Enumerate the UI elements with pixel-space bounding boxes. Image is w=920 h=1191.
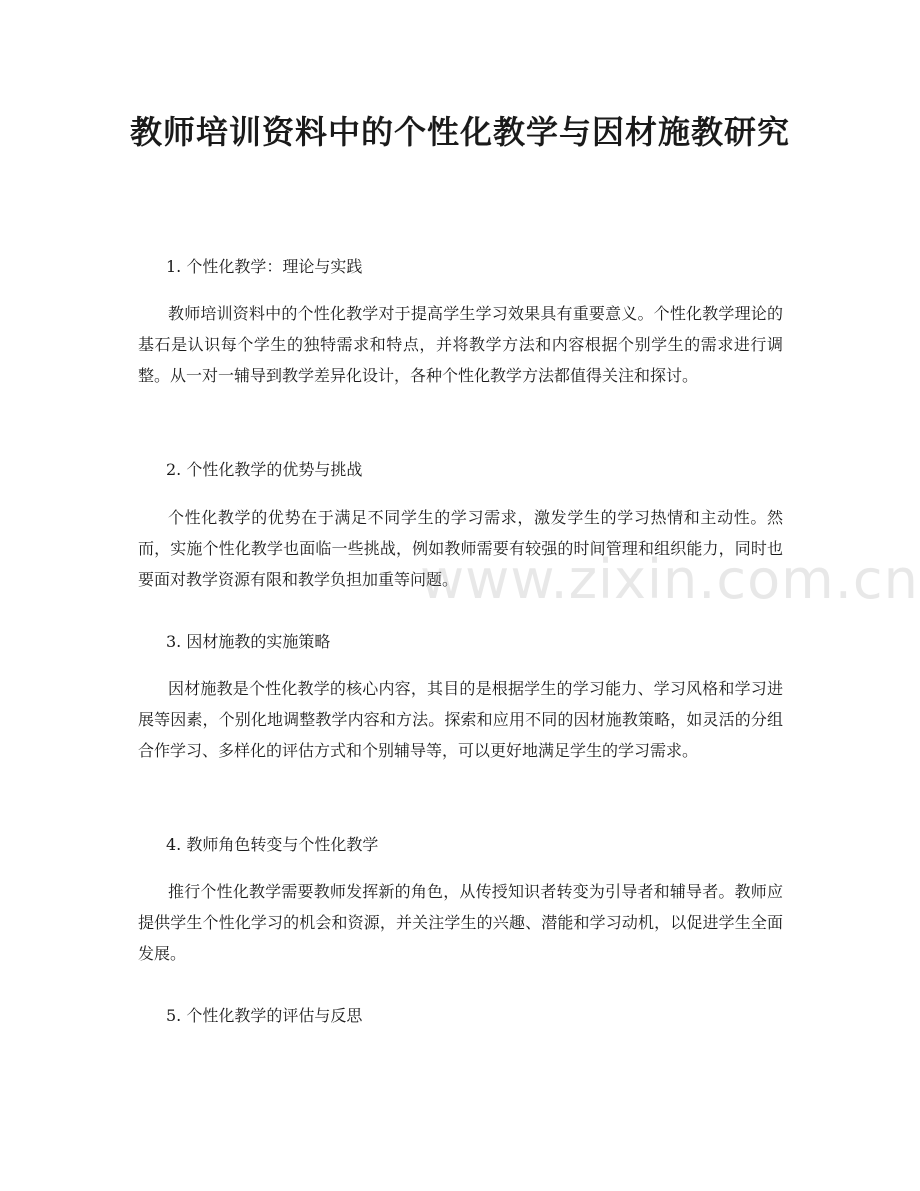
section-paragraph-2: 个性化教学的优势在于满足不同学生的学习需求，激发学生的学习热情和主动性。然而，实施个性化教学也面临一些挑战，例如教师需要有较强的时间管理和组织能力，同时也要面对教学资源有限和教学负担加重等问题。 (138, 508, 783, 589)
section-paragraph-1: 教师培训资料中的个性化教学对于提高学生学习效果具有重要意义。个性化教学理论的基石是认识每个学生的独特需求和特点，并将教学方法和内容根据个别学生的需求进行调整。从一对一辅导到教学差异化设计，各种个性化教学方法都值得关注和探讨。 (138, 304, 783, 385)
watermark: www.zixin.com.cn (420, 548, 919, 611)
section-heading-4: 4. 教师角色转变与个性化教学 (166, 835, 379, 854)
section-heading-3: 3. 因材施教的实施策略 (166, 632, 331, 651)
section-heading-5: 5. 个性化教学的评估与反思 (166, 1006, 363, 1025)
section-heading-2: 2. 个性化教学的优势与挑战 (166, 460, 363, 479)
section-heading-1: 1. 个性化教学：理论与实践 (166, 257, 363, 276)
section-paragraph-4: 推行个性化教学需要教师发挥新的角色，从传授知识者转变为引导者和辅导者。教师应提供学生个性化学习的机会和资源，并关注学生的兴趣、潜能和学习动机，以促进学生全面发展。 (138, 882, 783, 963)
document-title: 教师培训资料中的个性化教学与因材施教研究 (130, 113, 791, 151)
section-paragraph-3: 因材施教是个性化教学的核心内容，其目的是根据学生的学习能力、学习风格和学习进展等因素，个别化地调整教学内容和方法。探索和应用不同的因材施教策略，如灵活的分组合作学习、多样化的评估方式和个别辅导等，可以更好地满足学生的学习需求。 (138, 679, 783, 760)
